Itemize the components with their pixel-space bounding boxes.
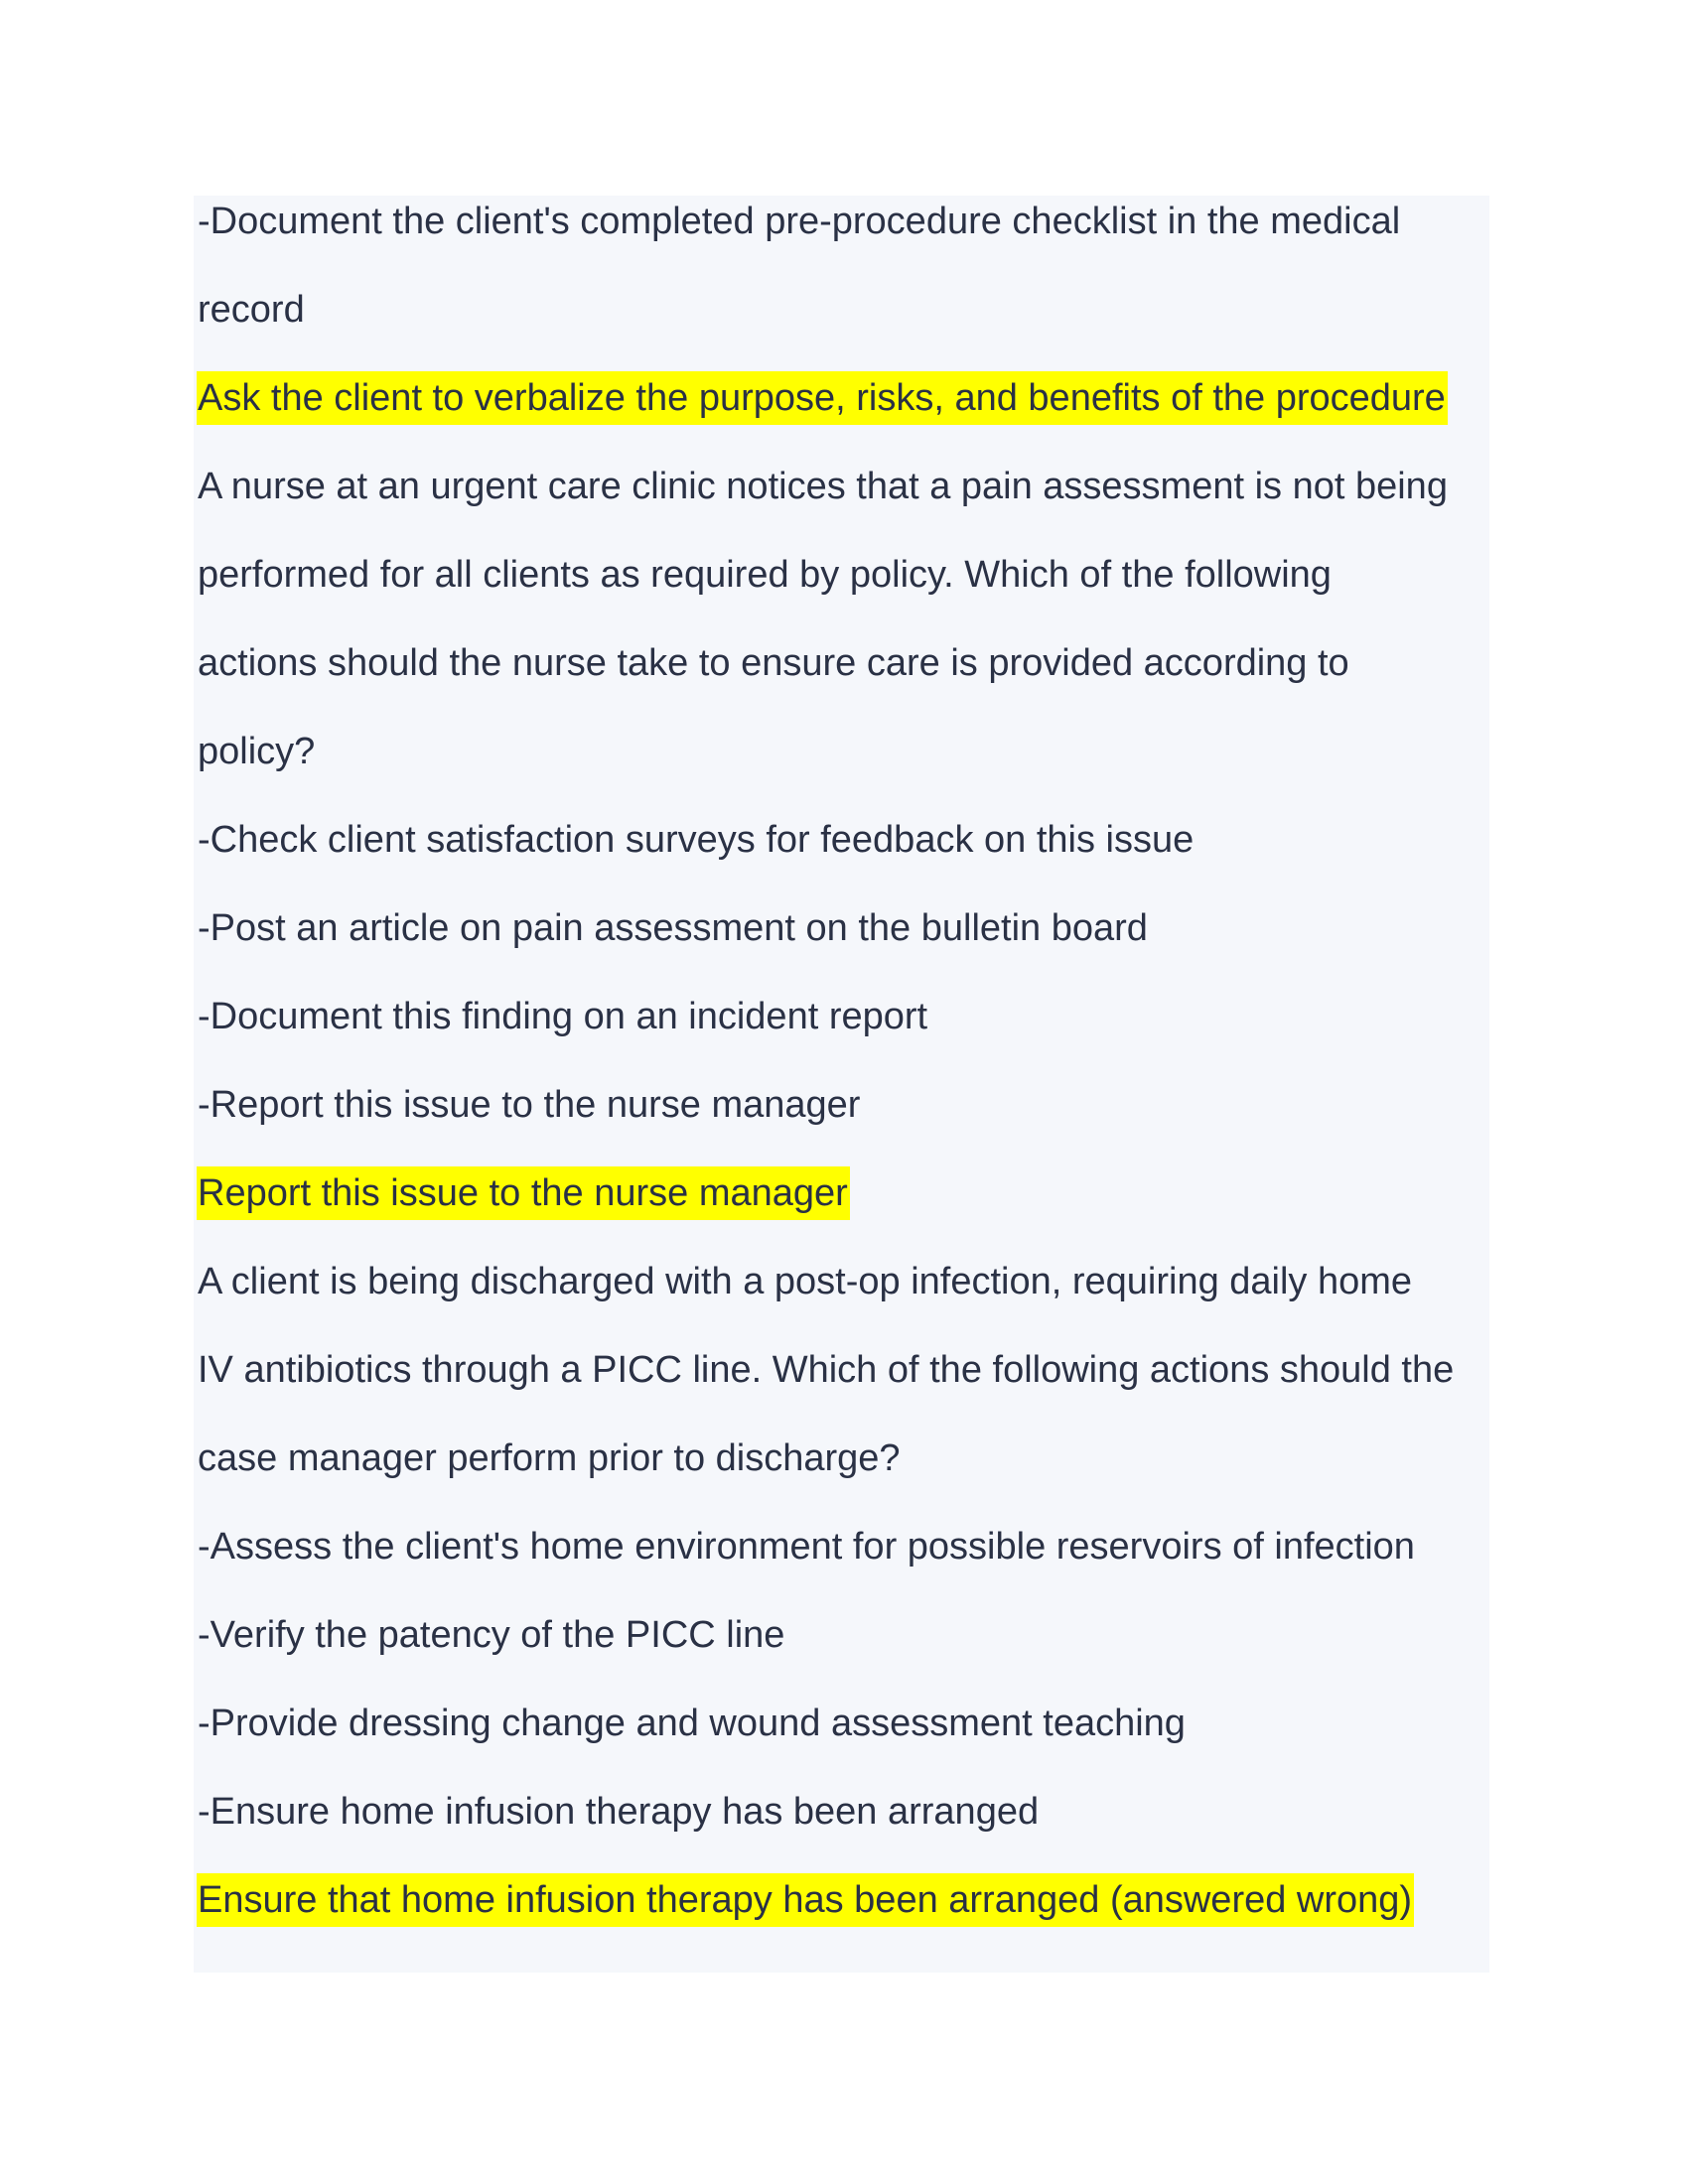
answer-option-line: -Check client satisfaction surveys for feedback on this issue xyxy=(198,819,1195,861)
question-text-line: actions should the nurse take to ensure care is provided according to xyxy=(198,642,1349,684)
answer-option-continuation: record xyxy=(198,289,305,331)
question-text-line: performed for all clients as required by policy. Which of the following xyxy=(198,554,1332,596)
question-text-line: case manager perform prior to discharge? xyxy=(198,1437,901,1479)
answer-option-line: -Verify the patency of the PICC line xyxy=(198,1614,785,1656)
answer-option-line: -Assess the client's home environment for possible reservoirs of infection xyxy=(198,1526,1415,1568)
question-text-line: A client is being discharged with a post-op infection, requiring daily home xyxy=(198,1261,1413,1302)
answer-option-line: -Document this finding on an incident report xyxy=(198,996,928,1037)
highlighted-correct-answer: Report this issue to the nurse manager xyxy=(197,1166,850,1220)
answer-option-line: -Provide dressing change and wound assessment teaching xyxy=(198,1703,1186,1744)
question-text-line: policy? xyxy=(198,731,316,772)
question-text-line: IV antibiotics through a PICC line. Which of the following actions should the xyxy=(198,1349,1455,1391)
answer-option-line: -Document the client's completed pre-procedure checklist in the medical xyxy=(198,201,1401,242)
highlighted-answer-marked-wrong: Ensure that home infusion therapy has been arranged (answered wrong) xyxy=(197,1873,1414,1927)
answer-option-line: -Report this issue to the nurse manager xyxy=(198,1084,861,1126)
highlighted-correct-answer: Ask the client to verbalize the purpose, risks, and benefits of the procedure xyxy=(197,371,1448,425)
answer-option-line: -Ensure home infusion therapy has been arranged xyxy=(198,1791,1040,1833)
answer-option-line: -Post an article on pain assessment on the bulletin board xyxy=(198,907,1148,949)
question-text-line: A nurse at an urgent care clinic notices that a pain assessment is not being xyxy=(198,466,1448,507)
